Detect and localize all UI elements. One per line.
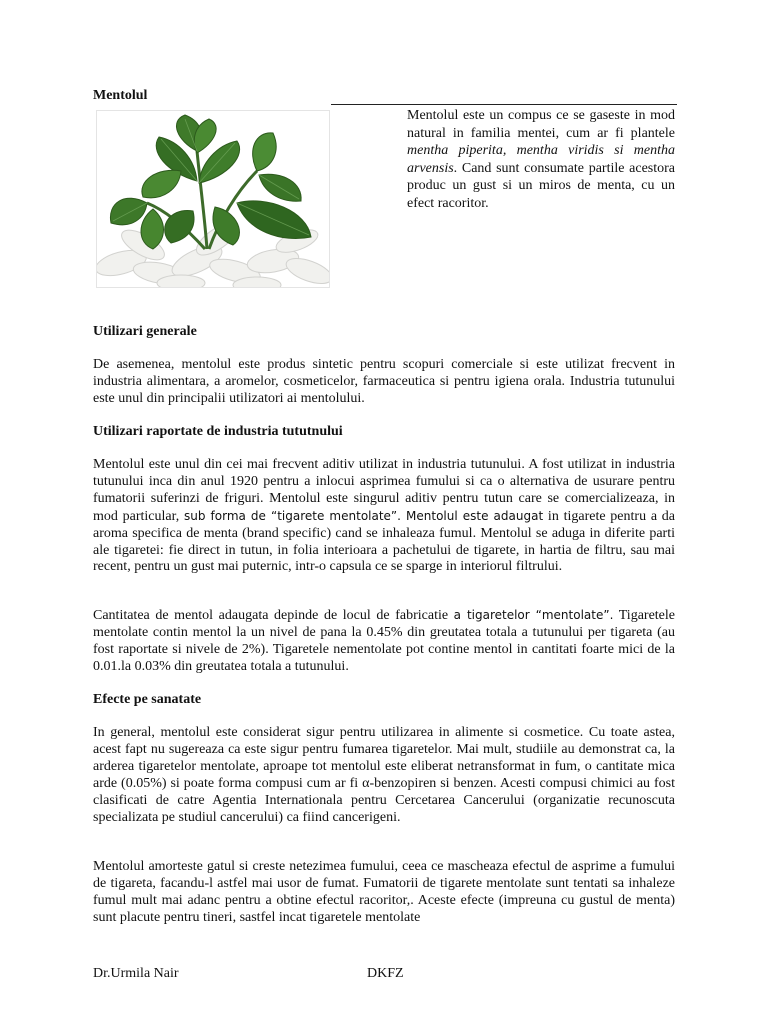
footer-author: Dr.Urmila Nair xyxy=(93,966,179,981)
intro-text-end: . Cand sunt consumate partile acestora produc un gust si un miros de menta, cu un efect racoritor. xyxy=(407,160,675,211)
mint-leaves-illustration xyxy=(97,111,329,287)
tobacco-text-2b: a tigaretelor “mentolate”. xyxy=(453,608,614,622)
heading-health-effects: Efecte pe sanatate xyxy=(93,692,202,707)
page-title: Mentolul xyxy=(93,88,148,103)
tobacco-text-2c: Tigaretele mentolate contin mentol la un nivel de pana la 0.45% din greutatea totala a tutunului per tigareta (au fost raportate si nivele de 2%). Tigaretele nementolate pot contine mentol in cantitati foarte mici de la 0.01.la 0.03% din greutatea totala a tutunului. xyxy=(93,608,675,674)
tobacco-text-1a: Mentolul este unul din cei mai frecvent aditiv utilizat in industria tutunului. A fost utilizat in industria tutunului inca din anul 1920 pentru a inlocui asprimea fumului si ca o alternativa de usurare pentru fumatorii suferinzi de friguri. Mentolul este singurul aditiv pentru tutun care se comercializeaza, in mod particular, xyxy=(93,457,675,524)
paragraph-tobacco-industry-1 xyxy=(93,457,675,576)
heading-general-uses: Utilizari generale xyxy=(93,324,197,339)
tobacco-text-1c: in tigarete pentru a da aroma specifica de menta (brand specific) cand se inhaleaza fumul. Mentolul se aduga in diferite parti ale tigaretei: fie direct in tutun, in folia interioara a pachetului de tigarete, in hartia de filtru, sau mai recent, pentru un gust mai puternic, intr-o capsula ce se sparge in interiorul filtrului. xyxy=(93,508,675,575)
paragraph-tobacco-industry-2 xyxy=(93,607,675,676)
heading-tobacco-industry: Utilizari raportate de industria tututnului xyxy=(93,424,343,439)
header-rule xyxy=(331,104,677,105)
intro-text-start: Mentolul este un compus ce se gaseste in mod natural in familia mentei, cum ar fi plantele xyxy=(407,108,675,141)
mint-leaves-on-gum-image xyxy=(96,110,330,288)
tobacco-text-1b: sub forma de “tigarete mentolate”. Mentolul este adaugat xyxy=(183,508,544,523)
paragraph-health-effects-2: Mentolul amorteste gatul si creste netezimea fumului, ceea ce mascheaza efectul de asprime a fumului de tigareta, facandu-l astfel mai usor de fumat. Fumatorii de tigarete mentolate sunt tentati sa inhaleze fumul mult mai adanc pentru a obtine efectul racoritor,. Aceste efecte (impreuna cu gustul de menta) sunt placute pentru tineri, sastfel incat tigaretele mentolate xyxy=(93,859,675,925)
intro-paragraph xyxy=(407,107,675,213)
mint-species-names: mentha piperita, mentha viridis si mentha arvensis xyxy=(407,143,675,176)
footer-organization: DKFZ xyxy=(367,966,404,981)
paragraph-health-effects-1: In general, mentolul este considerat sigur pentru utilizarea in alimente si cosmetice. Cu toate astea, acest fapt nu sugereaza ca este sigur pentru fumarea tigaretelor. Mai mult, studiile au demonstrat ca, la arderea tigaretelor mentolate, aproape tot mentolul este eliberat netransformat in fum, o cantitate mica arde (0.05%) si poate forma compusi cum ar fi α-benzopiren si benzen. Acesti compusi chimici au fost clasificati de catre Agentia Internationala pentru Cercetarea Cancerului (organizatie recunoscuta specializata pe studiul cancerului) ca fiind cancerigeni. xyxy=(93,725,675,825)
paragraph-general-uses: De asemenea, mentolul este produs sintetic pentru scopuri comerciale si este utilizat frecvent in industria alimentara, a aromelor, cosmeticelor, farmaceutica si pentru igiena orala. Industria tutunului este unul din principalii utilizatori ai mentolului. xyxy=(93,357,675,406)
tobacco-text-2a: Cantitatea de mentol adaugata depinde de locul de fabricatie xyxy=(93,608,454,623)
